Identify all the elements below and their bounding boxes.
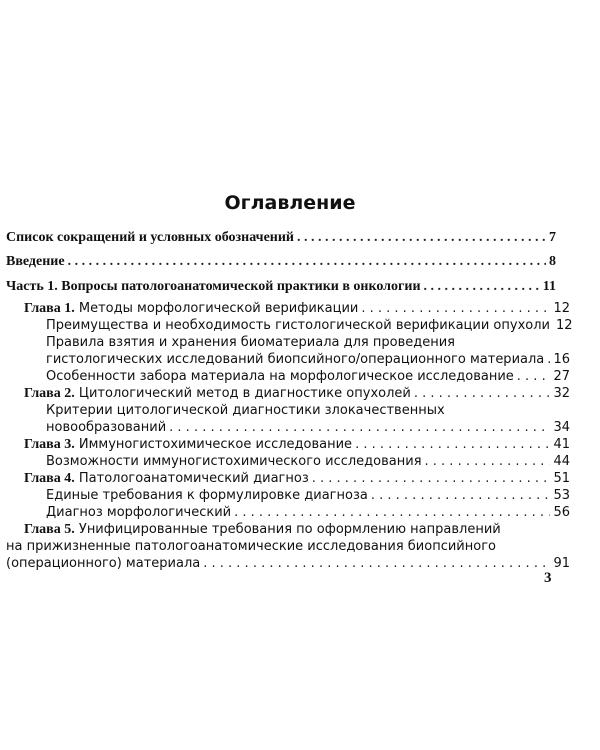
section-label: новообразований (46, 420, 167, 435)
toc-chapter-2 (24, 385, 570, 402)
chapter-label: Глава 4. (24, 471, 75, 486)
toc-page-number: 7 (549, 230, 556, 245)
toc-section-1-1 (46, 317, 573, 334)
toc-page-number: 41 (553, 437, 570, 452)
dot-leader (414, 385, 551, 402)
section-label: Особенности забора материала на морфологическое исследование (46, 369, 514, 384)
toc-page-number: 27 (553, 369, 570, 384)
toc-chapter-5 (6, 555, 570, 572)
toc-page-number: 51 (553, 471, 570, 486)
toc-page-number: 16 (553, 352, 570, 367)
toc-page-number: 56 (553, 505, 570, 520)
section-label: Преимущества и необходимость гистологической верификации опухоли (46, 318, 550, 333)
toc-entry-label: Список сокращений и условных обозначений (6, 230, 294, 245)
toc-chapter-5-line1 (24, 521, 501, 538)
toc-chapter-3 (24, 436, 570, 453)
toc-section-4-1 (46, 487, 570, 504)
toc-entry-abbreviations (6, 229, 556, 246)
chapter-label: Глава 1. (24, 301, 75, 316)
section-label-line1: Критерии цитологической диагностики злокачественных (46, 403, 445, 418)
toc-entry-label: Часть 1. Вопросы патологоанатомической практики в онкологии (6, 279, 421, 294)
dot-leader (297, 229, 546, 246)
chapter-label: Глава 3. (24, 437, 75, 452)
section-label: Возможности иммуногистохимического исследования (46, 454, 422, 469)
dot-leader (68, 253, 546, 270)
chapter-title: Унифицированные требования по оформлению направлений (78, 522, 501, 537)
toc-entry-label: Введение (6, 254, 65, 269)
toc-chapter-4 (24, 470, 570, 487)
chapter-title: Иммуногистохимическое исследование (78, 437, 353, 452)
chapter-label: Глава 2. (24, 386, 75, 401)
dot-leader (361, 300, 550, 317)
dot-leader (371, 487, 551, 504)
toc-page-number: 12 (556, 318, 573, 333)
page-title: Оглавление (224, 192, 356, 214)
section-label-line1: Правила взятия и хранения биоматериала для проведения (46, 335, 455, 350)
toc-page-number: 12 (553, 301, 570, 316)
dot-leader (425, 453, 551, 470)
section-label: Диагноз морфологический (46, 505, 232, 520)
toc-section-3-1 (46, 453, 570, 470)
chapter-title: (операционного) материала (6, 556, 201, 571)
toc-page-number: 91 (553, 556, 570, 571)
section-label: Единые требования к формулировке диагноза (46, 488, 368, 503)
chapter-title: Цитологический метод в диагностике опухолей (78, 386, 411, 401)
toc-section-1-3 (46, 368, 570, 385)
dot-leader (169, 419, 550, 436)
dot-leader (517, 368, 551, 385)
chapter-title: Методы морфологической верификации (78, 301, 359, 316)
toc-section-2-1 (46, 419, 570, 436)
dot-leader (312, 470, 551, 487)
toc-entry-part1 (6, 278, 556, 295)
toc-page-number: 32 (553, 386, 570, 401)
dot-leader (424, 278, 540, 295)
toc-section-4-2 (46, 504, 570, 521)
dot-leader (203, 555, 550, 572)
toc-section-1-2 (46, 351, 570, 368)
chapter-label: Глава 5. (24, 522, 75, 537)
toc-page-number: 8 (549, 254, 556, 269)
toc-page-number: 11 (542, 279, 556, 294)
toc-page-number: 34 (553, 420, 570, 435)
toc-page-number: 53 (553, 488, 570, 503)
chapter-title: Патологоанатомический диагноз (78, 471, 309, 486)
dot-leader (355, 436, 550, 453)
page-number: 3 (544, 570, 552, 586)
toc-chapter-1 (24, 300, 570, 317)
toc-page-number: 44 (553, 454, 570, 469)
section-label: гистологических исследований биопсийного/операционного материала (46, 352, 545, 367)
dot-leader (547, 351, 550, 368)
dot-leader (234, 504, 550, 521)
toc-entry-introduction (6, 253, 556, 270)
toc-chapter-5-line2: на прижизненные патологоанатомические исследования биопсийного (6, 539, 496, 554)
